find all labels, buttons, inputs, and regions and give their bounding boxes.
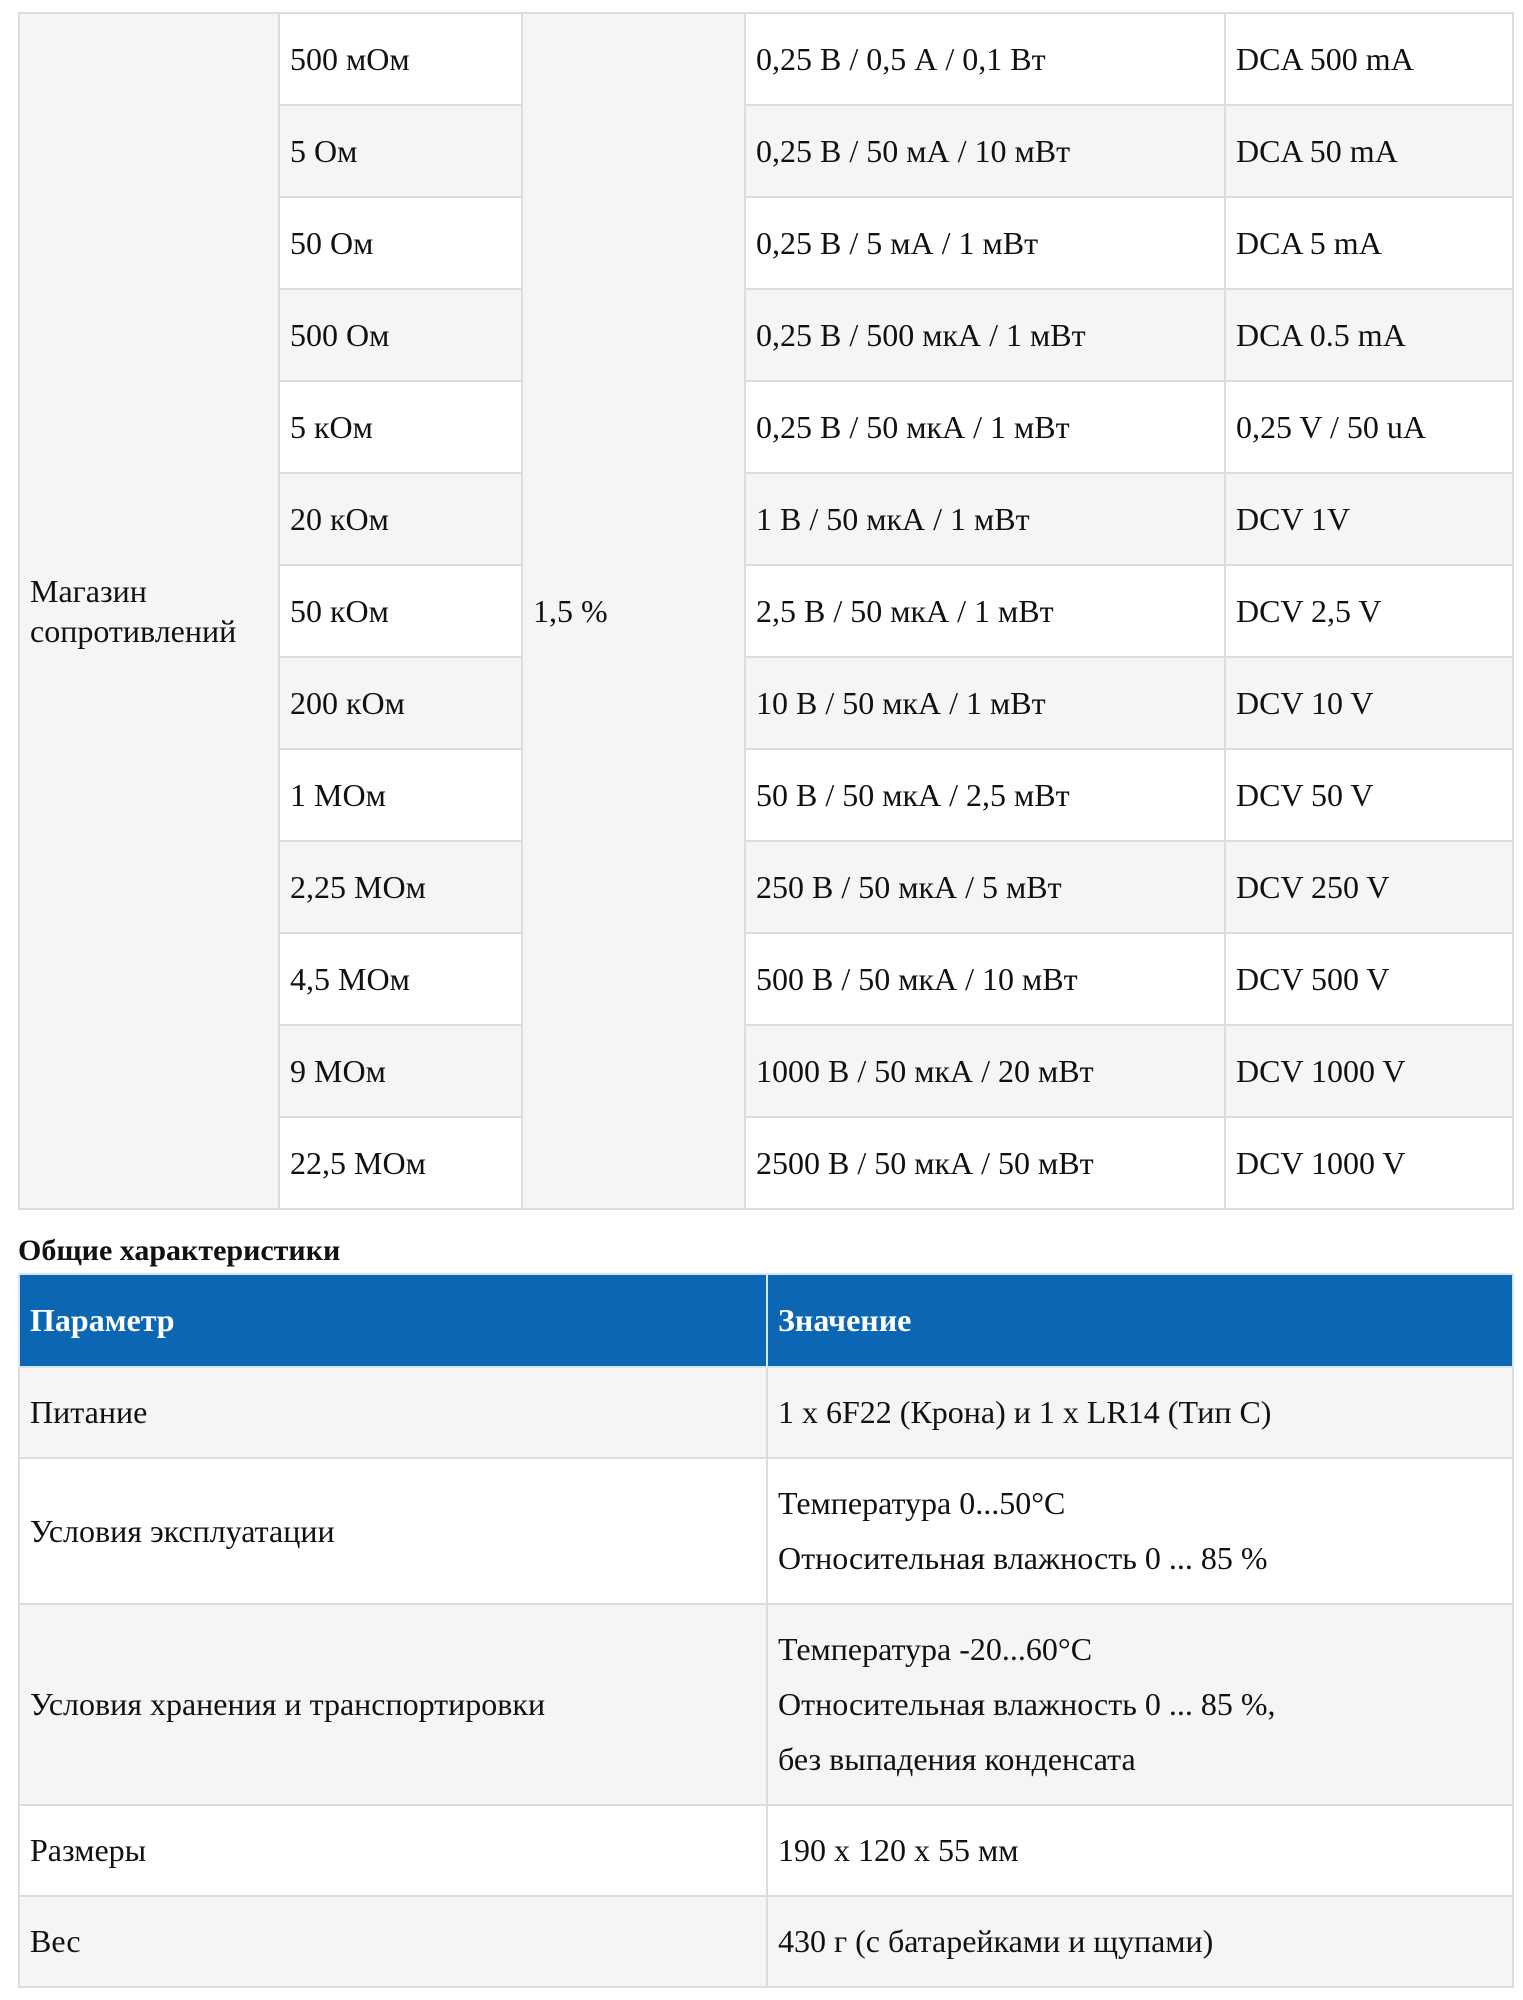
- params-cell: 0,25 В / 500 мкА / 1 мВт: [745, 289, 1225, 381]
- resistance-spec-body: [19, 13, 1513, 1209]
- range-cell: DCV 50 V: [1225, 749, 1513, 841]
- resistance-cell: 500 мОм: [279, 13, 522, 105]
- resistance-cell: 2,25 МОм: [279, 841, 522, 933]
- range-cell: DCA 500 mA: [1225, 13, 1513, 105]
- range-cell: DCV 2,5 V: [1225, 565, 1513, 657]
- resistance-cell: 4,5 МОм: [279, 933, 522, 1025]
- range-cell: DCV 1000 V: [1225, 1117, 1513, 1209]
- value-line: без выпадения конденсата: [778, 1741, 1136, 1777]
- param-cell: Условия эксплуатации: [19, 1458, 767, 1604]
- range-cell: DCV 10 V: [1225, 657, 1513, 749]
- range-cell: DCV 1000 V: [1225, 1025, 1513, 1117]
- params-cell: 0,25 В / 50 мА / 10 мВт: [745, 105, 1225, 197]
- range-cell: DCV 1V: [1225, 473, 1513, 565]
- resistance-cell: 5 Ом: [279, 105, 522, 197]
- params-cell: 50 В / 50 мкА / 2,5 мВт: [745, 749, 1225, 841]
- range-cell: DCA 5 mA: [1225, 197, 1513, 289]
- header-value: Значение: [767, 1274, 1513, 1367]
- value-cell: [767, 1367, 1513, 1458]
- params-cell: 250 В / 50 мкА / 5 мВт: [745, 841, 1225, 933]
- table-row: [19, 1805, 1513, 1896]
- resistance-cell: 50 кОм: [279, 565, 522, 657]
- table-row: [19, 1367, 1513, 1458]
- resistance-cell: 200 кОм: [279, 657, 522, 749]
- value-cell: [767, 1805, 1513, 1896]
- params-cell: 2,5 В / 50 мкА / 1 мВт: [745, 565, 1225, 657]
- resistance-cell: 500 Ом: [279, 289, 522, 381]
- header-param: Параметр: [19, 1274, 767, 1367]
- range-cell: DCV 500 V: [1225, 933, 1513, 1025]
- value-cell: [767, 1604, 1513, 1805]
- value-line: 1 x 6F22 (Крона) и 1 x LR14 (Тип C): [778, 1394, 1272, 1430]
- range-cell: 0,25 V / 50 uA: [1225, 381, 1513, 473]
- general-characteristics-table: [18, 1273, 1514, 1988]
- table-row: [19, 1604, 1513, 1805]
- param-cell: Условия хранения и транспортировки: [19, 1604, 767, 1805]
- accuracy-cell: 1,5 %: [522, 13, 745, 1209]
- range-cell: DCV 250 V: [1225, 841, 1513, 933]
- params-cell: 0,25 В / 50 мкА / 1 мВт: [745, 381, 1225, 473]
- table-row: [19, 13, 1513, 105]
- value-line: Относительная влажность 0 ... 85 %,: [778, 1686, 1276, 1722]
- value-line: Температура 0...50°C: [778, 1485, 1066, 1521]
- param-cell: Размеры: [19, 1805, 767, 1896]
- params-cell: 500 В / 50 мкА / 10 мВт: [745, 933, 1225, 1025]
- param-cell: Питание: [19, 1367, 767, 1458]
- range-cell: DCA 0.5 mA: [1225, 289, 1513, 381]
- params-cell: 10 В / 50 мкА / 1 мВт: [745, 657, 1225, 749]
- table-row: [19, 1896, 1513, 1987]
- params-cell: 0,25 В / 0,5 А / 0,1 Вт: [745, 13, 1225, 105]
- group-label: Магазин сопротивлений: [19, 13, 279, 1209]
- resistance-cell: 5 кОм: [279, 381, 522, 473]
- general-characteristics-body: [19, 1367, 1513, 1987]
- table-row: [19, 1458, 1513, 1604]
- resistance-spec-table: [18, 12, 1514, 1210]
- param-cell: Вес: [19, 1896, 767, 1987]
- params-cell: 1000 В / 50 мкА / 20 мВт: [745, 1025, 1225, 1117]
- params-cell: 0,25 В / 5 мА / 1 мВт: [745, 197, 1225, 289]
- resistance-cell: 50 Ом: [279, 197, 522, 289]
- table-header-row: [19, 1274, 1513, 1367]
- range-cell: DCA 50 mA: [1225, 105, 1513, 197]
- value-cell: [767, 1458, 1513, 1604]
- resistance-cell: 22,5 МОм: [279, 1117, 522, 1209]
- resistance-cell: 20 кОм: [279, 473, 522, 565]
- value-line: Относительная влажность 0 ... 85 %: [778, 1540, 1268, 1576]
- params-cell: 2500 В / 50 мкА / 50 мВт: [745, 1117, 1225, 1209]
- params-cell: 1 В / 50 мкА / 1 мВт: [745, 473, 1225, 565]
- value-line: 190 x 120 x 55 мм: [778, 1832, 1019, 1868]
- section-heading: Общие характеристики: [18, 1234, 341, 1267]
- resistance-cell: 1 МОм: [279, 749, 522, 841]
- value-cell: [767, 1896, 1513, 1987]
- value-line: 430 г (с батарейками и щупами): [778, 1923, 1214, 1959]
- value-line: Температура -20...60°C: [778, 1631, 1093, 1667]
- resistance-cell: 9 МОм: [279, 1025, 522, 1117]
